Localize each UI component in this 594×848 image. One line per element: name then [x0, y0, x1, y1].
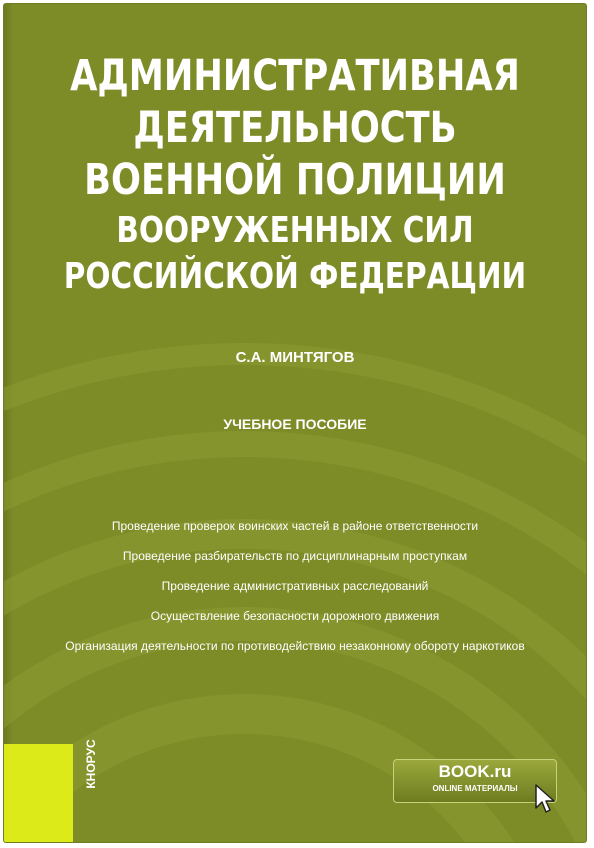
title-line-3: ВОЕННОЙ ПОЛИЦИИ: [84, 155, 506, 205]
book-type-label: УЧЕБНОЕ ПОСОБИЕ: [223, 416, 367, 432]
topics-list: [4, 519, 586, 669]
publisher-name: КНОРУС: [84, 739, 98, 789]
publisher-logo: [80, 724, 102, 804]
badge-main-text: BOOK.ru: [438, 762, 512, 781]
accent-block: [4, 744, 73, 842]
topic-item: Организация деятельности по противодействию незаконному обороту наркотиков: [65, 639, 525, 653]
title-line-5: РОССИЙСКОЙ ФЕДЕРАЦИИ: [63, 256, 527, 297]
title-line-4: ВООРУЖЕННЫХ СИЛ: [116, 210, 474, 251]
topic-item: Проведение административных расследований: [161, 579, 429, 593]
book-cover: [4, 4, 586, 842]
book-ru-badge[interactable]: [393, 759, 557, 803]
topic-item: Проведение разбирательств по дисциплинарным проступкам: [122, 549, 468, 563]
title-line-2: ДЕЯТЕЛЬНОСТЬ: [133, 103, 457, 153]
author-name: С.А. МИНТЯГОВ: [235, 349, 355, 366]
title-line-1: АДМИНИСТРАТИВНАЯ: [70, 51, 520, 101]
badge-sub-text: ONLINE МАТЕРИАЛЫ: [432, 784, 518, 793]
cursor-arrow-icon: [534, 784, 556, 814]
topic-item: Осуществление безопасности дорожного движения: [150, 609, 440, 623]
topic-item: Проведение проверок воинских частей в районе ответственности: [111, 519, 479, 533]
